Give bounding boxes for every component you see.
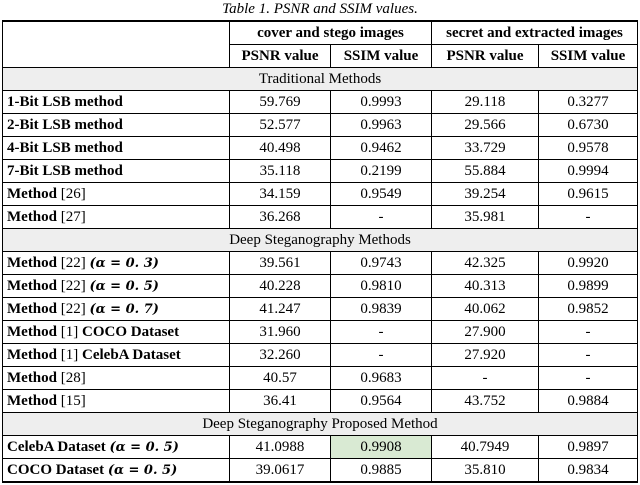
psnr-secret-cell: 39.254 bbox=[432, 183, 539, 206]
ssim-secret-cell: - bbox=[539, 344, 638, 367]
psnr-cover-cell: 40.57 bbox=[230, 367, 331, 390]
header-empty-cell bbox=[3, 21, 230, 68]
ssim-secret-cell: 0.9897 bbox=[539, 436, 638, 459]
method-dataset: CelebA Dataset bbox=[82, 346, 181, 363]
method-cell bbox=[3, 275, 230, 298]
ssim-secret-cell: 0.9578 bbox=[539, 137, 638, 160]
method-name: 2-Bit LSB method bbox=[7, 116, 123, 133]
ssim-secret-cell: 0.9884 bbox=[539, 390, 638, 413]
method-cell bbox=[3, 390, 230, 413]
psnr-secret-cell: 29.566 bbox=[432, 114, 539, 137]
psnr-secret-cell: 35.981 bbox=[432, 206, 539, 229]
method-cell bbox=[3, 206, 230, 229]
psnr-ssim-table bbox=[2, 20, 638, 483]
method-name: Method bbox=[7, 300, 57, 317]
header-cover-stego: cover and stego images bbox=[230, 21, 432, 45]
ssim-secret-cell: 0.6730 bbox=[539, 114, 638, 137]
method-cell bbox=[3, 298, 230, 321]
table-row bbox=[3, 436, 638, 459]
psnr-secret-cell: 33.729 bbox=[432, 137, 539, 160]
method-name: 7-Bit LSB method bbox=[7, 162, 123, 179]
psnr-cover-cell: 31.960 bbox=[230, 321, 331, 344]
header-row-groups bbox=[3, 21, 638, 45]
method-cell bbox=[3, 459, 230, 483]
table-row bbox=[3, 321, 638, 344]
method-cell bbox=[3, 91, 230, 114]
table-row bbox=[3, 206, 638, 229]
method-name: COCO Dataset bbox=[7, 461, 105, 478]
table-row bbox=[3, 390, 638, 413]
header-ssim-cover: SSIM value bbox=[331, 45, 432, 68]
psnr-cover-cell: 36.41 bbox=[230, 390, 331, 413]
table-body bbox=[3, 68, 638, 483]
ssim-secret-cell: 0.9834 bbox=[539, 459, 638, 483]
table-row bbox=[3, 183, 638, 206]
header-ssim-secret: SSIM value bbox=[539, 45, 638, 68]
method-cell bbox=[3, 252, 230, 275]
psnr-cover-cell: 52.577 bbox=[230, 114, 331, 137]
psnr-secret-cell: 40.062 bbox=[432, 298, 539, 321]
psnr-secret-cell: 27.900 bbox=[432, 321, 539, 344]
ssim-secret-cell: 0.9994 bbox=[539, 160, 638, 183]
table-row bbox=[3, 91, 638, 114]
ssim-cover-cell: - bbox=[331, 344, 432, 367]
ssim-cover-cell: 0.9839 bbox=[331, 298, 432, 321]
table-row bbox=[3, 137, 638, 160]
method-reference: [1] bbox=[60, 346, 79, 363]
method-cell bbox=[3, 183, 230, 206]
alpha-parameter: (α = 0. 5) bbox=[89, 278, 159, 294]
method-cell bbox=[3, 344, 230, 367]
psnr-cover-cell: 32.260 bbox=[230, 344, 331, 367]
method-reference: [15] bbox=[60, 392, 86, 409]
table-row bbox=[3, 114, 638, 137]
ssim-secret-cell: 0.9920 bbox=[539, 252, 638, 275]
alpha-parameter: (α = 0. 5) bbox=[109, 439, 179, 455]
method-reference: [26] bbox=[60, 185, 86, 202]
method-reference: [28] bbox=[60, 369, 86, 386]
method-cell bbox=[3, 137, 230, 160]
method-cell bbox=[3, 321, 230, 344]
psnr-cover-cell: 41.0988 bbox=[230, 436, 331, 459]
ssim-cover-cell: 0.9993 bbox=[331, 91, 432, 114]
table-row bbox=[3, 367, 638, 390]
ssim-secret-cell: 0.9615 bbox=[539, 183, 638, 206]
ssim-cover-cell: 0.9885 bbox=[331, 459, 432, 483]
alpha-parameter: (α = 0. 5) bbox=[107, 462, 178, 478]
method-cell bbox=[3, 367, 230, 390]
ssim-cover-cell: 0.9564 bbox=[331, 390, 432, 413]
psnr-secret-cell: 43.752 bbox=[432, 390, 539, 413]
method-name: Method bbox=[7, 346, 57, 363]
psnr-secret-cell: 40.313 bbox=[432, 275, 539, 298]
ssim-secret-cell: - bbox=[539, 367, 638, 390]
method-reference: [27] bbox=[60, 208, 86, 225]
ssim-cover-cell: 0.2199 bbox=[331, 160, 432, 183]
section-title: Deep Steganography Proposed Method bbox=[3, 413, 638, 436]
ssim-secret-cell: 0.9899 bbox=[539, 275, 638, 298]
header-psnr-cover: PSNR value bbox=[230, 45, 331, 68]
psnr-cover-cell: 36.268 bbox=[230, 206, 331, 229]
section-row bbox=[3, 413, 638, 436]
ssim-secret-cell: - bbox=[539, 206, 638, 229]
psnr-secret-cell: 35.810 bbox=[432, 459, 539, 483]
section-row bbox=[3, 68, 638, 91]
table-row bbox=[3, 459, 638, 483]
psnr-cover-cell: 39.561 bbox=[230, 252, 331, 275]
ssim-cover-cell: 0.9908 bbox=[331, 436, 432, 459]
method-reference: [22] bbox=[60, 254, 86, 271]
method-name: CelebA Dataset bbox=[7, 438, 106, 455]
table-row bbox=[3, 298, 638, 321]
ssim-secret-cell: - bbox=[539, 321, 638, 344]
psnr-secret-cell: 40.7949 bbox=[432, 436, 539, 459]
method-name: Method bbox=[7, 254, 57, 271]
section-title: Deep Steganography Methods bbox=[3, 229, 638, 252]
method-name: Method bbox=[7, 208, 57, 225]
method-reference: [1] bbox=[60, 323, 79, 340]
method-name: 1-Bit LSB method bbox=[7, 93, 123, 110]
psnr-cover-cell: 59.769 bbox=[230, 91, 331, 114]
alpha-parameter: (α = 0. 7) bbox=[89, 301, 159, 317]
method-cell bbox=[3, 160, 230, 183]
method-cell bbox=[3, 436, 230, 459]
psnr-cover-cell: 40.498 bbox=[230, 137, 331, 160]
header-psnr-secret: PSNR value bbox=[432, 45, 539, 68]
psnr-cover-cell: 39.0617 bbox=[230, 459, 331, 483]
method-name: 4-Bit LSB method bbox=[7, 139, 123, 156]
psnr-cover-cell: 34.159 bbox=[230, 183, 331, 206]
method-dataset: COCO Dataset bbox=[82, 323, 180, 340]
psnr-secret-cell: 29.118 bbox=[432, 91, 539, 114]
method-name: Method bbox=[7, 277, 57, 294]
ssim-cover-cell: - bbox=[331, 206, 432, 229]
alpha-parameter: (α = 0. 3) bbox=[89, 255, 159, 271]
table-row bbox=[3, 160, 638, 183]
psnr-cover-cell: 41.247 bbox=[230, 298, 331, 321]
section-row bbox=[3, 229, 638, 252]
header-secret-extracted: secret and extracted images bbox=[432, 21, 638, 45]
ssim-cover-cell: 0.9462 bbox=[331, 137, 432, 160]
ssim-cover-cell: - bbox=[331, 321, 432, 344]
section-title: Traditional Methods bbox=[3, 68, 638, 91]
ssim-cover-cell: 0.9810 bbox=[331, 275, 432, 298]
ssim-cover-cell: 0.9743 bbox=[331, 252, 432, 275]
table-row bbox=[3, 275, 638, 298]
method-reference: [22] bbox=[60, 300, 86, 317]
ssim-secret-cell: 0.9852 bbox=[539, 298, 638, 321]
method-name: Method bbox=[7, 369, 57, 386]
method-reference: [22] bbox=[60, 277, 86, 294]
table-row bbox=[3, 344, 638, 367]
method-name: Method bbox=[7, 392, 57, 409]
psnr-secret-cell: 55.884 bbox=[432, 160, 539, 183]
psnr-cover-cell: 35.118 bbox=[230, 160, 331, 183]
psnr-secret-cell: - bbox=[432, 367, 539, 390]
method-cell bbox=[3, 114, 230, 137]
psnr-secret-cell: 27.920 bbox=[432, 344, 539, 367]
ssim-cover-cell: 0.9963 bbox=[331, 114, 432, 137]
psnr-cover-cell: 40.228 bbox=[230, 275, 331, 298]
ssim-cover-cell: 0.9549 bbox=[331, 183, 432, 206]
psnr-secret-cell: 42.325 bbox=[432, 252, 539, 275]
table-row bbox=[3, 252, 638, 275]
ssim-cover-cell: 0.9683 bbox=[331, 367, 432, 390]
method-name: Method bbox=[7, 323, 57, 340]
ssim-secret-cell: 0.3277 bbox=[539, 91, 638, 114]
method-name: Method bbox=[7, 185, 57, 202]
table-caption: Table 1. PSNR and SSIM values. bbox=[222, 1, 418, 17]
